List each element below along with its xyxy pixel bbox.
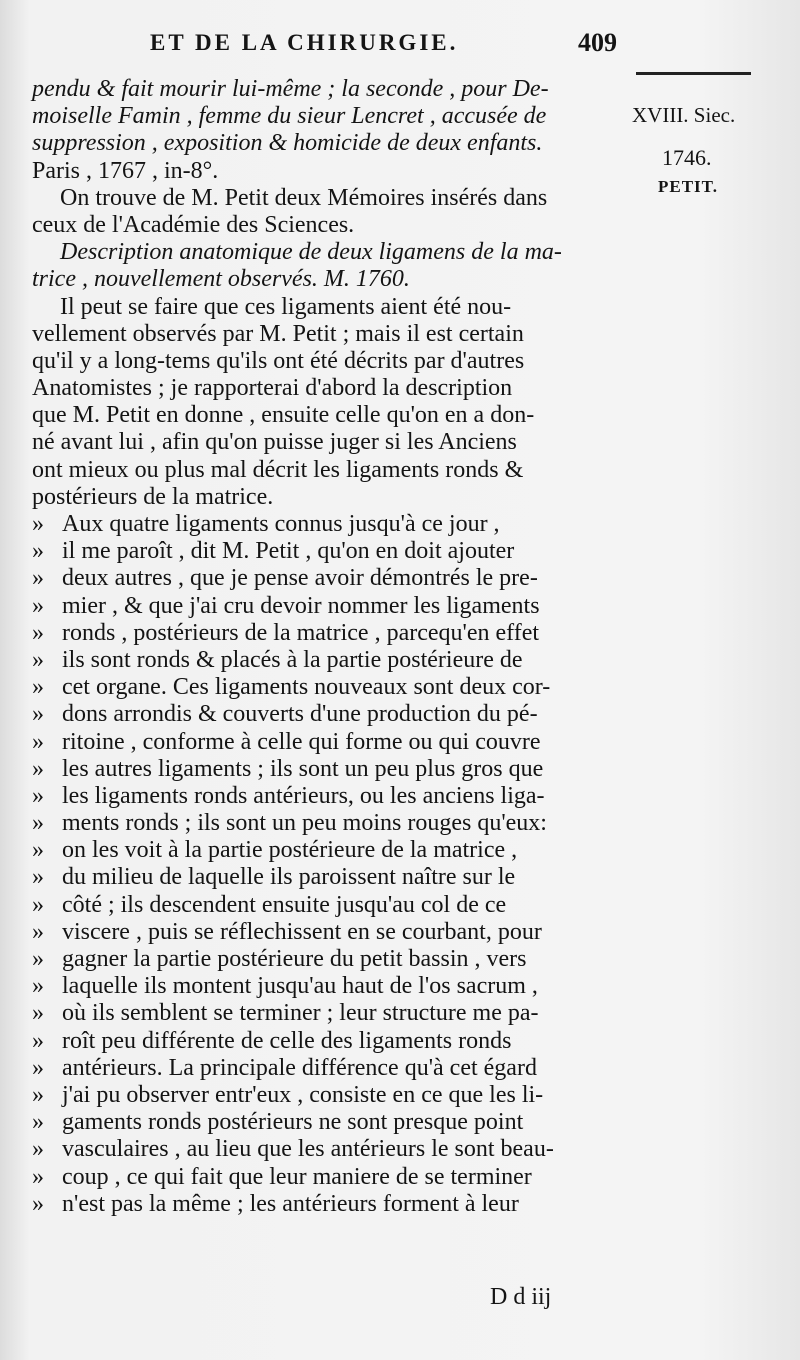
- text-line: [32, 1109, 632, 1136]
- line-text: coup , ce qui fait que leur maniere de se terminer: [62, 1163, 532, 1190]
- line-text: suppression , exposition & homicide de deux enfants.: [32, 130, 543, 157]
- text-line: [32, 457, 632, 484]
- text-line: [32, 158, 632, 185]
- quote-mark: »: [32, 592, 44, 619]
- text-line: [32, 1136, 632, 1163]
- line-text: gaments ronds postérieurs ne sont presque point: [62, 1109, 524, 1136]
- line-text: les autres ligaments ; ils sont un peu plus gros que: [62, 755, 544, 782]
- text-line: [32, 321, 632, 348]
- text-line: [32, 729, 632, 756]
- text-line: [32, 919, 632, 946]
- quote-mark: »: [32, 810, 44, 837]
- line-text: ceux de l'Académie des Sciences.: [32, 211, 355, 238]
- quote-mark: »: [32, 864, 44, 891]
- text-line: [32, 1164, 632, 1191]
- line-text: On trouve de M. Petit deux Mémoires insérés dans: [60, 184, 548, 211]
- quote-mark: »: [32, 1054, 44, 1081]
- line-text: côté ; ils descendent ensuite jusqu'au col de ce: [62, 891, 507, 918]
- quote-mark: »: [32, 1027, 44, 1054]
- line-text: pendu & fait mourir lui-même ; la seconde , pour De-: [32, 76, 549, 102]
- margin-rule: [636, 72, 751, 75]
- text-line: [32, 538, 632, 565]
- text-line: [32, 212, 632, 239]
- line-text: vellement observés par M. Petit ; mais il est certain: [32, 320, 524, 347]
- quote-mark: »: [32, 1190, 44, 1217]
- text-line: [32, 647, 632, 674]
- text-line: [32, 511, 632, 538]
- line-text: Aux quatre ligaments connus jusqu'à ce jour ,: [62, 511, 500, 537]
- text-line: [32, 620, 632, 647]
- line-text: n'est pas la même ; les antérieurs forment à leur: [62, 1190, 519, 1217]
- line-text: deux autres , que je pense avoir démontrés le pre-: [62, 565, 538, 592]
- text-line: [32, 239, 632, 266]
- text-line: [32, 103, 632, 130]
- page-number: 409: [578, 28, 617, 57]
- text-line: [32, 484, 632, 511]
- line-text: né avant lui , afin qu'on puisse juger si les Anciens: [32, 429, 517, 456]
- text-line: [32, 837, 632, 864]
- quote-mark: »: [32, 946, 44, 972]
- running-title: ET DE LA CHIRURGIE.: [150, 30, 459, 55]
- line-text: où ils semblent se terminer ; leur structure me pa-: [62, 1000, 539, 1027]
- line-text: du milieu de laquelle ils paroissent naître sur le: [62, 864, 516, 891]
- text-line: [32, 756, 632, 783]
- quote-mark: »: [32, 674, 44, 701]
- text-line: [32, 810, 632, 837]
- quote-mark: »: [32, 646, 44, 673]
- quote-mark: »: [32, 891, 44, 918]
- text-line: [32, 294, 632, 321]
- quote-mark: »: [32, 837, 44, 864]
- text-line: [32, 1055, 632, 1082]
- quote-mark: »: [32, 1081, 44, 1108]
- text-line: [32, 946, 632, 973]
- margin-author: PETIT.: [658, 177, 719, 196]
- line-text: laquelle ils montent jusqu'au haut de l'os sacrum ,: [62, 973, 538, 1000]
- text-line: [32, 130, 632, 157]
- line-text: viscere , puis se réflechissent en se courbant, pour: [62, 918, 542, 945]
- quote-mark: »: [32, 1136, 44, 1163]
- line-text: ronds , postérieurs de la matrice , parcequ'en effet: [62, 619, 540, 646]
- line-text: dons arrondis & couverts d'une production du pé-: [62, 701, 538, 728]
- text-line: [32, 402, 632, 429]
- quote-mark: »: [32, 565, 44, 592]
- quote-mark: »: [32, 1163, 44, 1190]
- text-line: [32, 348, 632, 375]
- line-text: moiselle Famin , femme du sieur Lencret , accusée de: [32, 103, 547, 130]
- quote-mark: »: [32, 755, 44, 782]
- quote-mark: »: [32, 619, 44, 646]
- quote-mark: »: [32, 973, 44, 1000]
- quote-mark: »: [32, 1000, 44, 1027]
- quote-mark: »: [32, 701, 44, 728]
- line-text: roît peu différente de celle des ligaments ronds: [62, 1027, 512, 1054]
- text-line: [32, 593, 632, 620]
- line-text: ments ronds ; ils sont un peu moins rouges qu'eux:: [62, 810, 547, 837]
- line-text: trice , nouvellement observés. M. 1760.: [32, 266, 410, 293]
- signature-mark: D d iij: [490, 1284, 552, 1310]
- text-line: [32, 701, 632, 728]
- line-text: il me paroît , dit M. Petit , qu'on en doit ajouter: [62, 538, 515, 565]
- line-text: Paris , 1767 , in-8°.: [32, 157, 219, 184]
- text-line: [32, 266, 632, 293]
- line-text: cet organe. Ces ligaments nouveaux sont deux cor-: [62, 674, 551, 701]
- line-text: Description anatomique de deux ligamens de la ma-: [60, 239, 562, 266]
- quote-mark: »: [32, 728, 44, 755]
- line-text: j'ai pu observer entr'eux , consiste en ce que les li-: [62, 1081, 544, 1108]
- quote-mark: »: [32, 538, 44, 565]
- line-text: antérieurs. La principale différence qu'à cet égard: [62, 1054, 537, 1081]
- text-line: [32, 864, 632, 891]
- text-line: [32, 429, 632, 456]
- line-text: on les voit à la partie postérieure de la matrice ,: [62, 837, 518, 864]
- line-text: qu'il y a long-tems qu'ils ont été décrits par d'autres: [32, 347, 525, 374]
- text-line: [32, 565, 632, 592]
- line-text: mier , & que j'ai cru devoir nommer les ligaments: [62, 592, 540, 619]
- quote-mark: »: [32, 782, 44, 809]
- text-line: [32, 674, 632, 701]
- text-line: [32, 76, 632, 103]
- text-line: [32, 783, 632, 810]
- line-text: vasculaires , au lieu que les antérieurs le sont beau-: [62, 1136, 554, 1163]
- text-line: [32, 1028, 632, 1055]
- margin-year: 1746.: [662, 145, 712, 170]
- line-text: ils sont ronds & placés à la partie postérieure de: [62, 646, 523, 673]
- line-text: Il peut se faire que ces ligaments aient été nou-: [60, 293, 512, 320]
- text-line: [32, 1000, 632, 1027]
- text-line: [32, 1191, 632, 1218]
- quote-mark: »: [32, 511, 44, 537]
- quote-mark: »: [32, 1109, 44, 1136]
- text-line: [32, 185, 632, 212]
- line-text: gagner la partie postérieure du petit bassin , vers: [62, 946, 527, 972]
- margin-century: XVIII. Siec.: [632, 103, 736, 127]
- text-line: [32, 375, 632, 402]
- quote-mark: »: [32, 918, 44, 945]
- text-line: [32, 892, 632, 919]
- line-text: ritoine , conforme à celle qui forme ou qui couvre: [62, 728, 541, 755]
- body-text: [32, 76, 632, 1218]
- line-text: Anatomistes ; je rapporterai d'abord la description: [32, 375, 513, 402]
- text-line: [32, 1082, 632, 1109]
- text-line: [32, 973, 632, 1000]
- line-text: que M. Petit en donne , ensuite celle qu'on en a don-: [32, 402, 535, 429]
- line-text: postérieurs de la matrice.: [32, 483, 274, 510]
- line-text: ont mieux ou plus mal décrit les ligaments ronds &: [32, 456, 524, 483]
- line-text: les ligaments ronds antérieurs, ou les anciens liga-: [62, 782, 545, 809]
